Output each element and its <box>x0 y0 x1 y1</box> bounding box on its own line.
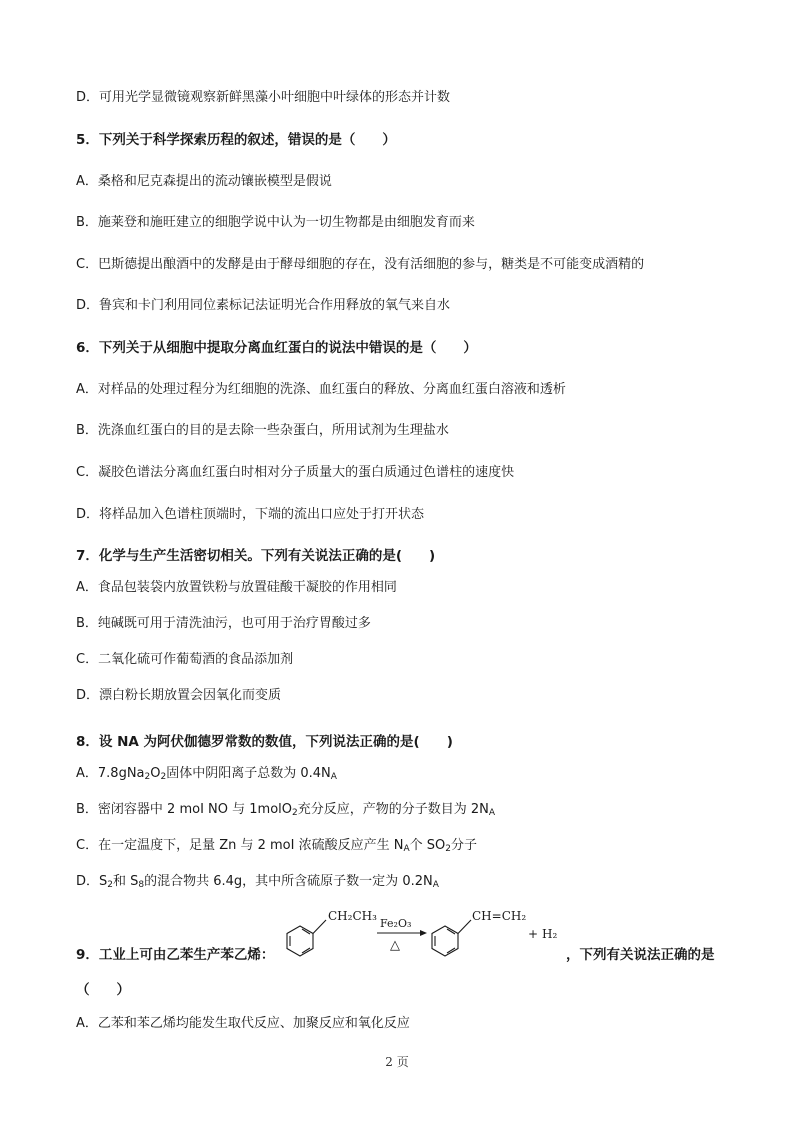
q6-stem: 6．下列关于从细胞中提取分离血红蛋白的说法中错误的是（ ） <box>76 340 477 356</box>
product-group-label: CH=CH₂ <box>472 909 527 923</box>
q5-option-a: A．桑格和尼克森提出的流动镶嵌模型是假说 <box>76 174 332 189</box>
q7-stem: 7．化学与生产生活密切相关。下列有关说法正确的是( ) <box>76 548 436 564</box>
q8-stem: 8．设 NA 为阿伏伽德罗常数的数值，下列说法正确的是( ) <box>76 734 453 750</box>
q9-stem-paren: （ ） <box>76 982 130 998</box>
q7-option-a: A．食品包装袋内放置铁粉与放置硅酸干凝胶的作用相同 <box>76 580 397 595</box>
q9-stem-prefix: 9．工业上可由乙苯生产苯乙烯： <box>76 947 275 963</box>
q9-stem-suffix: ，下列有关说法正确的是 <box>566 947 715 963</box>
q4-option-d: D．可用光学显微镜观察新鲜黑藻小叶细胞中叶绿体的形态并计数 <box>76 90 451 105</box>
hydrogen-label: H₂ <box>542 927 558 941</box>
q5-stem: 5．下列关于科学探索历程的叙述，错误的是（ ） <box>76 132 396 148</box>
plus-sign: + <box>528 927 539 941</box>
q7-option-b: B．纯碱既可用于清洗油污，也可用于治疗胃酸过多 <box>76 616 371 631</box>
q7-option-d: D．漂白粉长期放置会因氧化而变质 <box>76 688 282 703</box>
reactant-group-label: CH₂CH₃ <box>328 909 377 923</box>
page-number: 2 页 <box>385 1055 409 1069</box>
q8-option-a: A．$7.8gNa_2O_2$固体中阴阳离子总数为 $0.4N_A$ <box>76 766 337 782</box>
q9-option-a: A．乙苯和苯乙烯均能发生取代反应、加聚反应和氧化反应 <box>76 1016 410 1031</box>
arrow-head <box>420 930 427 936</box>
q8-option-c: C．在一定温度下，足量 Zn 与 2 moI 浓硫酸反应产生 $N_A$个 $SO_2$分子 <box>76 838 478 854</box>
ethylbenzene-ring <box>287 920 326 956</box>
q6-option-d: D．将样品加入色谱柱顶端时，下端的流出口应处于打开状态 <box>76 507 425 522</box>
q6-option-b: B．洗涤血红蛋白的目的是去除一些杂蛋白，所用试剂为生理盐水 <box>76 423 449 438</box>
q7-option-c: C．二氧化硫可作葡萄酒的食品添加剂 <box>76 652 294 667</box>
styrene-ring <box>432 920 471 956</box>
q8-option-d: D．$S_2$和 $S_8$的混合物共 6.4g，其中所含硫原子数一定为 $0.2N_A$ <box>76 874 439 890</box>
q5-option-c: C．巴斯德提出酿酒中的发酵是由于酵母细胞的存在，没有活细胞的参与，糖类是不可能变成酒精的 <box>76 257 645 272</box>
reaction-scheme <box>280 904 580 974</box>
q8-option-b: B．密闭容器中 2 moI NO 与 1molO$_2$充分反应，产物的分子数目为 $2N_A$ <box>76 802 496 818</box>
catalyst-label: Fe₂O₃ <box>380 917 412 930</box>
q5-option-d: D．鲁宾和卡门利用同位素标记法证明光合作用释放的氧气来自水 <box>76 298 451 313</box>
q6-option-c: C．凝胶色谱法分离血红蛋白时相对分子质量大的蛋白质通过色谱柱的速度快 <box>76 465 515 480</box>
heat-symbol: △ <box>390 938 400 953</box>
q5-option-b: B．施莱登和施旺建立的细胞学说中认为一切生物都是由细胞发育而来 <box>76 215 475 230</box>
q6-option-a: A．对样品的处理过程分为红细胞的洗涤、血红蛋白的释放、分离血红蛋白溶液和透析 <box>76 382 566 397</box>
